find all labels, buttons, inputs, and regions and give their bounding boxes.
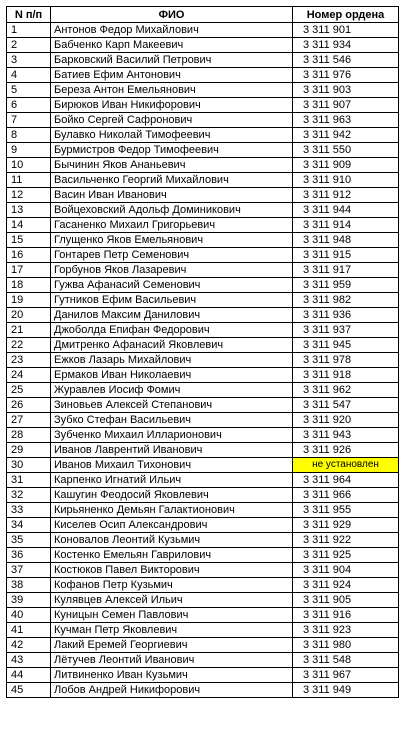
table-row — [7, 473, 399, 488]
row-full-name: Кофанов Петр Кузьмич — [51, 578, 293, 593]
row-number: 18 — [7, 278, 51, 293]
table-row — [7, 173, 399, 188]
row-full-name: Киселев Осип Александрович — [51, 518, 293, 533]
row-full-name: Костенко Емельян Гаврилович — [51, 548, 293, 563]
table-row — [7, 638, 399, 653]
row-number: 21 — [7, 323, 51, 338]
row-full-name: Барковский Василий Петрович — [51, 53, 293, 68]
row-order-number: 3 311 904 — [293, 563, 399, 578]
row-order-number: 3 311 924 — [293, 578, 399, 593]
row-order-number: 3 311 963 — [293, 113, 399, 128]
row-full-name: Данилов Максим Данилович — [51, 308, 293, 323]
row-number: 13 — [7, 203, 51, 218]
table-row — [7, 668, 399, 683]
row-full-name: Береза Антон Емельянович — [51, 83, 293, 98]
row-number: 4 — [7, 68, 51, 83]
row-order-number: 3 311 907 — [293, 98, 399, 113]
row-number: 44 — [7, 668, 51, 683]
row-number: 5 — [7, 83, 51, 98]
row-full-name: Бычинин Яков Ананьевич — [51, 158, 293, 173]
table-row — [7, 23, 399, 38]
row-full-name: Глущенко Яков Емельянович — [51, 233, 293, 248]
table-row — [7, 398, 399, 413]
row-number: 8 — [7, 128, 51, 143]
row-number: 38 — [7, 578, 51, 593]
table-row — [7, 533, 399, 548]
row-order-number: 3 311 943 — [293, 428, 399, 443]
row-full-name: Карпенко Игнатий Ильич — [51, 473, 293, 488]
header-number: N п/п — [7, 7, 51, 23]
row-full-name: Кирьяненко Демьян Галактионович — [51, 503, 293, 518]
row-number: 1 — [7, 23, 51, 38]
row-order-number: 3 311 945 — [293, 338, 399, 353]
table-row — [7, 503, 399, 518]
row-order-number: 3 311 920 — [293, 413, 399, 428]
row-order-number: 3 311 925 — [293, 548, 399, 563]
table-row — [7, 248, 399, 263]
table-row — [7, 218, 399, 233]
row-number: 22 — [7, 338, 51, 353]
row-full-name: Дмитренко Афанасий Яковлевич — [51, 338, 293, 353]
row-number: 28 — [7, 428, 51, 443]
row-number: 19 — [7, 293, 51, 308]
row-order-number: 3 311 976 — [293, 68, 399, 83]
row-number: 24 — [7, 368, 51, 383]
table-row — [7, 278, 399, 293]
row-number: 36 — [7, 548, 51, 563]
row-order-number: 3 311 550 — [293, 143, 399, 158]
row-full-name: Кашугин Феодосий Яковлевич — [51, 488, 293, 503]
table-row — [7, 308, 399, 323]
table-row — [7, 383, 399, 398]
row-full-name: Литвиненко Иван Кузьмич — [51, 668, 293, 683]
table-row — [7, 653, 399, 668]
row-order-number: 3 311 966 — [293, 488, 399, 503]
row-number: 2 — [7, 38, 51, 53]
table-row — [7, 548, 399, 563]
row-number: 42 — [7, 638, 51, 653]
table-row — [7, 623, 399, 638]
table-row — [7, 458, 399, 473]
row-number: 45 — [7, 683, 51, 698]
row-number: 12 — [7, 188, 51, 203]
row-order-number-highlighted: не установлен — [293, 458, 399, 473]
row-number: 27 — [7, 413, 51, 428]
row-number: 30 — [7, 458, 51, 473]
row-full-name: Гонтарев Петр Семенович — [51, 248, 293, 263]
row-full-name: Иванов Лаврентий Иванович — [51, 443, 293, 458]
row-number: 17 — [7, 263, 51, 278]
row-order-number: 3 311 934 — [293, 38, 399, 53]
table-row — [7, 203, 399, 218]
table-row — [7, 263, 399, 278]
table-row — [7, 443, 399, 458]
row-number: 7 — [7, 113, 51, 128]
row-order-number: 3 311 915 — [293, 248, 399, 263]
table-row — [7, 188, 399, 203]
row-order-number: 3 311 978 — [293, 353, 399, 368]
table-row — [7, 683, 399, 698]
table-row — [7, 143, 399, 158]
row-number: 35 — [7, 533, 51, 548]
row-full-name: Лётучев Леонтий Иванович — [51, 653, 293, 668]
table-row — [7, 128, 399, 143]
row-number: 15 — [7, 233, 51, 248]
row-number: 32 — [7, 488, 51, 503]
row-order-number: 3 311 901 — [293, 23, 399, 38]
row-order-number: 3 311 905 — [293, 593, 399, 608]
header-order-number: Номер ордена — [293, 7, 399, 23]
row-order-number: 3 311 964 — [293, 473, 399, 488]
table-row — [7, 53, 399, 68]
row-order-number: 3 311 548 — [293, 653, 399, 668]
row-number: 14 — [7, 218, 51, 233]
row-order-number: 3 311 547 — [293, 398, 399, 413]
table-row — [7, 353, 399, 368]
table-row — [7, 413, 399, 428]
row-order-number: 3 311 982 — [293, 293, 399, 308]
table-row — [7, 293, 399, 308]
row-number: 43 — [7, 653, 51, 668]
row-order-number: 3 311 917 — [293, 263, 399, 278]
row-order-number: 3 311 922 — [293, 533, 399, 548]
row-full-name: Бурмистров Федор Тимофеевич — [51, 143, 293, 158]
row-order-number: 3 311 546 — [293, 53, 399, 68]
row-full-name: Бабченко Карп Макеевич — [51, 38, 293, 53]
row-order-number: 3 311 955 — [293, 503, 399, 518]
row-full-name: Гутников Ефим Васильевич — [51, 293, 293, 308]
row-order-number: 3 311 918 — [293, 368, 399, 383]
row-order-number: 3 311 923 — [293, 623, 399, 638]
table-row — [7, 233, 399, 248]
row-full-name: Васин Иван Иванович — [51, 188, 293, 203]
row-number: 20 — [7, 308, 51, 323]
table-row — [7, 368, 399, 383]
row-order-number: 3 311 980 — [293, 638, 399, 653]
table-row — [7, 113, 399, 128]
table-row — [7, 593, 399, 608]
row-full-name: Булавко Николай Тимофеевич — [51, 128, 293, 143]
row-full-name: Зубко Стефан Васильевич — [51, 413, 293, 428]
table-row — [7, 158, 399, 173]
awards-table — [6, 6, 399, 698]
row-order-number: 3 311 962 — [293, 383, 399, 398]
row-full-name: Гасаненко Михаил Григорьевич — [51, 218, 293, 233]
row-number: 37 — [7, 563, 51, 578]
table-row — [7, 338, 399, 353]
row-order-number: 3 311 967 — [293, 668, 399, 683]
row-order-number: 3 311 914 — [293, 218, 399, 233]
row-full-name: Бойко Сергей Сафронович — [51, 113, 293, 128]
row-order-number: 3 311 936 — [293, 308, 399, 323]
row-full-name: Ермаков Иван Николаевич — [51, 368, 293, 383]
row-number: 9 — [7, 143, 51, 158]
row-full-name: Войцеховский Адольф Доминикович — [51, 203, 293, 218]
row-order-number: 3 311 944 — [293, 203, 399, 218]
row-order-number: 3 311 912 — [293, 188, 399, 203]
table-row — [7, 563, 399, 578]
row-full-name: Бирюков Иван Никифорович — [51, 98, 293, 113]
row-full-name: Горбунов Яков Лазаревич — [51, 263, 293, 278]
row-full-name: Коновалов Леонтий Кузьмич — [51, 533, 293, 548]
row-full-name: Лакий Еремей Георгиевич — [51, 638, 293, 653]
row-order-number: 3 311 929 — [293, 518, 399, 533]
row-full-name: Куницын Семен Павлович — [51, 608, 293, 623]
table-row — [7, 323, 399, 338]
row-full-name: Батиев Ефим Антонович — [51, 68, 293, 83]
table-row — [7, 518, 399, 533]
row-number: 6 — [7, 98, 51, 113]
header-row — [7, 7, 399, 23]
row-full-name: Антонов Федор Михайлович — [51, 23, 293, 38]
row-number: 39 — [7, 593, 51, 608]
table-row — [7, 488, 399, 503]
row-full-name: Иванов Михаил Тихонович — [51, 458, 293, 473]
row-full-name: Зиновьев Алексей Степанович — [51, 398, 293, 413]
row-full-name: Зубченко Михаил Илларионович — [51, 428, 293, 443]
row-full-name: Джоболда Епифан Федорович — [51, 323, 293, 338]
row-order-number: 3 311 948 — [293, 233, 399, 248]
table-row — [7, 578, 399, 593]
table-row — [7, 98, 399, 113]
table-row — [7, 428, 399, 443]
row-number: 34 — [7, 518, 51, 533]
row-number: 41 — [7, 623, 51, 638]
row-number: 40 — [7, 608, 51, 623]
table-row — [7, 68, 399, 83]
row-number: 23 — [7, 353, 51, 368]
header-full-name: ФИО — [51, 7, 293, 23]
row-number: 10 — [7, 158, 51, 173]
row-number: 3 — [7, 53, 51, 68]
row-order-number: 3 311 949 — [293, 683, 399, 698]
table-body — [7, 23, 399, 698]
row-full-name: Гужва Афанасий Семенович — [51, 278, 293, 293]
table-row — [7, 38, 399, 53]
row-full-name: Васильченко Георгий Михайлович — [51, 173, 293, 188]
row-order-number: 3 311 903 — [293, 83, 399, 98]
row-order-number: 3 311 926 — [293, 443, 399, 458]
row-order-number: 3 311 942 — [293, 128, 399, 143]
row-full-name: Лобов Андрей Никифорович — [51, 683, 293, 698]
row-full-name: Кулявцев Алексей Ильич — [51, 593, 293, 608]
row-full-name: Костюков Павел Викторович — [51, 563, 293, 578]
row-number: 11 — [7, 173, 51, 188]
row-number: 16 — [7, 248, 51, 263]
row-full-name: Журавлев Иосиф Фомич — [51, 383, 293, 398]
row-full-name: Кучман Петр Яковлевич — [51, 623, 293, 638]
row-number: 33 — [7, 503, 51, 518]
row-order-number: 3 311 959 — [293, 278, 399, 293]
row-number: 29 — [7, 443, 51, 458]
row-order-number: 3 311 910 — [293, 173, 399, 188]
table-header — [7, 7, 399, 23]
table-row — [7, 608, 399, 623]
row-number: 31 — [7, 473, 51, 488]
table-row — [7, 83, 399, 98]
row-order-number: 3 311 916 — [293, 608, 399, 623]
row-order-number: 3 311 909 — [293, 158, 399, 173]
row-number: 25 — [7, 383, 51, 398]
row-full-name: Ежков Лазарь Михайлович — [51, 353, 293, 368]
row-order-number: 3 311 937 — [293, 323, 399, 338]
row-number: 26 — [7, 398, 51, 413]
